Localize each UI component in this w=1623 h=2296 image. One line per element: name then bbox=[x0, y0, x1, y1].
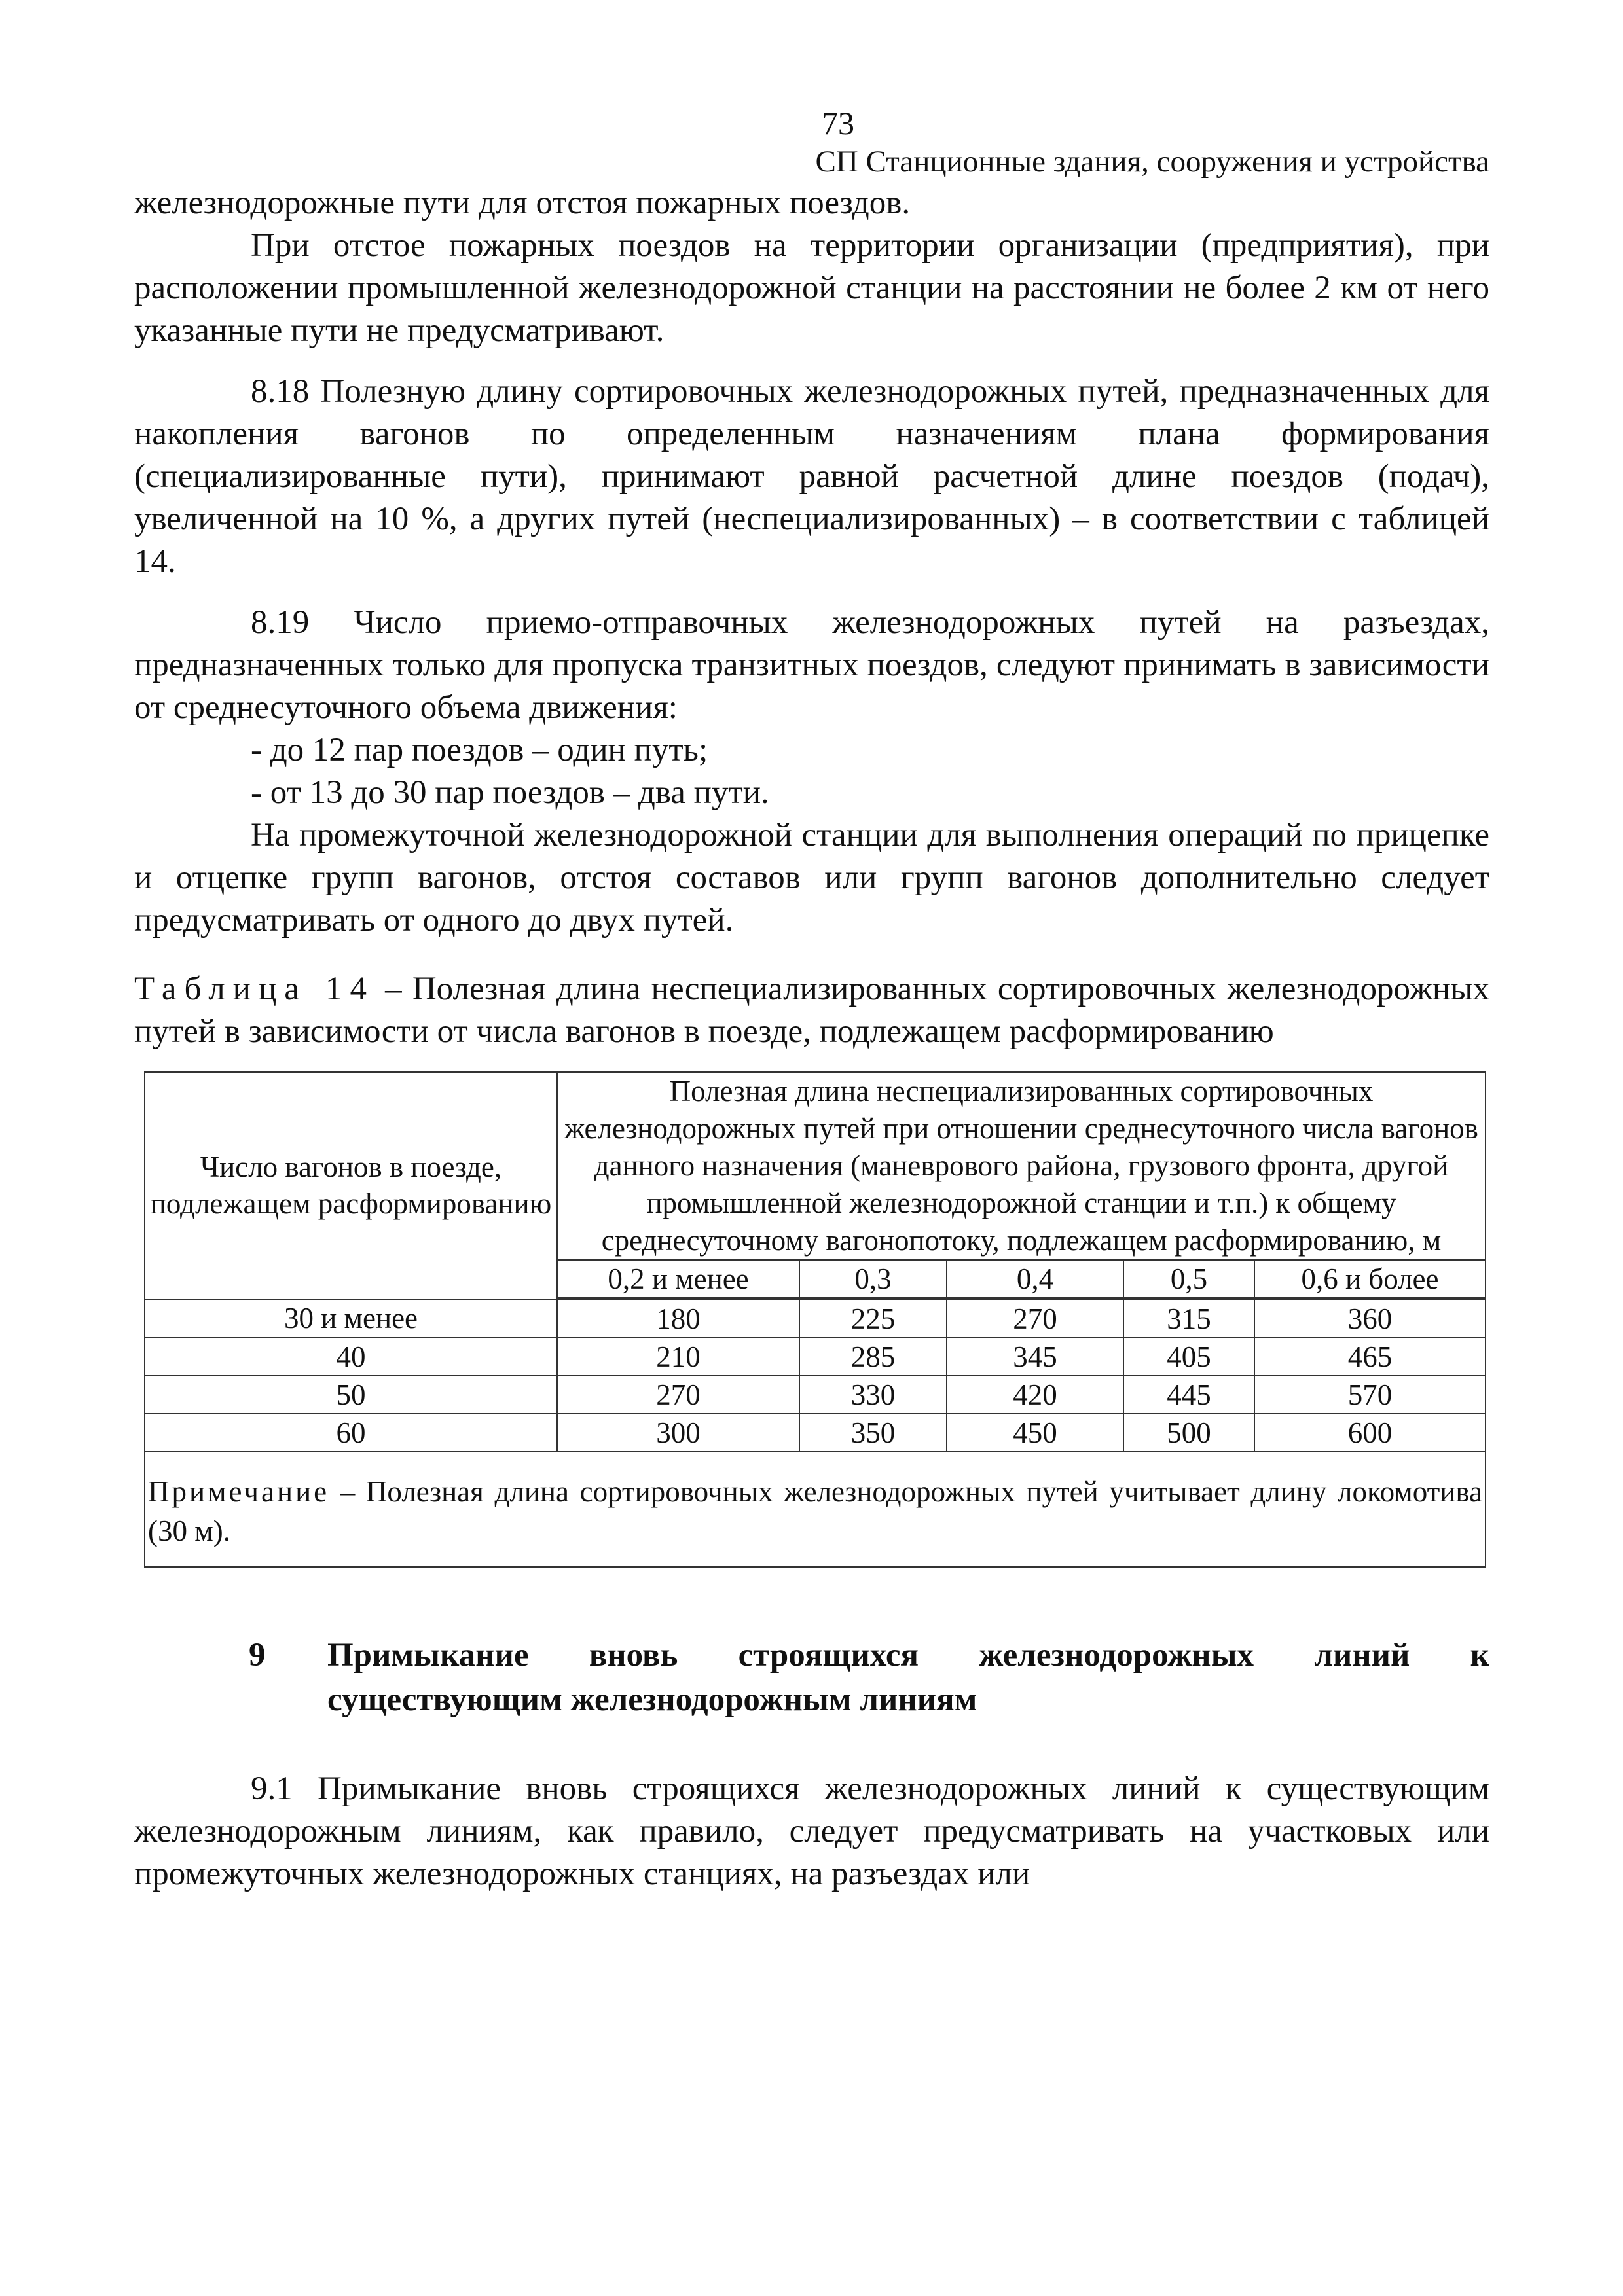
value-cell: 570 bbox=[1254, 1376, 1486, 1414]
note-label: Примечание bbox=[148, 1475, 330, 1508]
running-title: СП Станционные здания, сооружения и устройства bbox=[815, 145, 1489, 179]
paragraph-9-1: 9.1 Примыкание вновь строящихся железнодорожных линий к существующим железнодорожным линиям, как правило, следует предусматривать на участковых или промежуточных железнодорожных станциях, на разъездах или bbox=[134, 1770, 1489, 1892]
sub-header: 0,4 bbox=[947, 1260, 1123, 1299]
table-caption bbox=[134, 968, 1489, 1053]
value-cell: 210 bbox=[557, 1338, 799, 1376]
section-title-line: существующим железнодорожным линиям bbox=[327, 1681, 977, 1718]
table-row bbox=[145, 1338, 1486, 1376]
cars-cell: 40 bbox=[145, 1338, 557, 1376]
value-cell: 600 bbox=[1254, 1414, 1486, 1452]
value-cell: 345 bbox=[947, 1338, 1123, 1376]
paragraph: При отстое пожарных поездов на территории организации (предприятия), при расположении промышленной железнодорожной станции на расстоянии не более 2 км от него указанные пути не предусматривают. bbox=[134, 227, 1489, 349]
paragraph-8-18: 8.18 Полезную длину сортировочных железнодорожных путей, предназначенных для накопления вагонов по определенным назначениям плана формирования (специализированные пути), принимают равной расчетной длине поездов (подач), увеличенной на 10 %, а других путей (неспециализированных) – в соответствии с таблицей 14. bbox=[134, 373, 1489, 580]
value-cell: 445 bbox=[1123, 1376, 1254, 1414]
paragraph: железнодорожные пути для отстоя пожарных поездов. bbox=[134, 185, 911, 221]
paragraph-8-19: 8.19 Число приемо-отправочных железнодорожных путей на разъездах, предназначенных только для пропуска транзитных поездов, следуют принимать в зависимости от среднесуточного объема движения: bbox=[134, 604, 1489, 726]
table-row bbox=[145, 1376, 1486, 1414]
value-cell: 350 bbox=[799, 1414, 947, 1452]
table-caption-label: Таблица 14 bbox=[134, 971, 375, 1007]
value-cell: 285 bbox=[799, 1338, 947, 1376]
column-group-header: Полезная длина неспециализированных сортировочных железнодорожных путей при отношении среднесуточного числа вагонов данного назначения (маневрового района, грузового фронта, другой промышленной железнодорожной станции и т.п.) к общему среднесуточному вагонопотоку, подлежащем расформированию, м bbox=[557, 1072, 1486, 1260]
table-row bbox=[145, 1299, 1486, 1338]
sub-header: 0,2 и менее bbox=[557, 1260, 799, 1299]
table-caption-text: – Полезная длина неспециализированных сортировочных железнодорожных путей в зависимости от числа вагонов в поезде, подлежащем расформированию bbox=[134, 971, 1489, 1050]
section-number: 9 bbox=[249, 1637, 266, 1674]
value-cell: 360 bbox=[1254, 1299, 1486, 1338]
note-text: – Полезная длина сортировочных железнодорожных путей учитывает длину локомотива (30 м). bbox=[148, 1475, 1482, 1547]
value-cell: 315 bbox=[1123, 1299, 1254, 1338]
sub-header: 0,3 bbox=[799, 1260, 947, 1299]
section-title bbox=[327, 1633, 1489, 1722]
section-title-line: Примыкание вновь строящихся железнодорожных линий к bbox=[327, 1637, 1489, 1674]
page-number: 73 bbox=[822, 105, 854, 141]
table-14 bbox=[144, 1071, 1486, 1568]
table-note bbox=[145, 1452, 1486, 1567]
value-cell: 450 bbox=[947, 1414, 1123, 1452]
column-header-cars: Число вагонов в поезде, подлежащем расформированию bbox=[145, 1072, 557, 1299]
value-cell: 465 bbox=[1254, 1338, 1486, 1376]
value-cell: 330 bbox=[799, 1376, 947, 1414]
list-item: - от 13 до 30 пар поездов – два пути. bbox=[251, 774, 769, 811]
value-cell: 420 bbox=[947, 1376, 1123, 1414]
cars-cell: 60 bbox=[145, 1414, 557, 1452]
value-cell: 270 bbox=[947, 1299, 1123, 1338]
value-cell: 270 bbox=[557, 1376, 799, 1414]
section-heading-9 bbox=[134, 1633, 1489, 1722]
value-cell: 300 bbox=[557, 1414, 799, 1452]
sub-header: 0,6 и более bbox=[1254, 1260, 1486, 1299]
table-row bbox=[145, 1414, 1486, 1452]
list-item: - до 12 пар поездов – один путь; bbox=[251, 732, 708, 768]
value-cell: 225 bbox=[799, 1299, 947, 1338]
sub-header: 0,5 bbox=[1123, 1260, 1254, 1299]
cars-cell: 50 bbox=[145, 1376, 557, 1414]
paragraph: На промежуточной железнодорожной станции для выполнения операций по прицепке и отцепке групп вагонов, отстоя составов или групп вагонов дополнительно следует предусматривать от одного до двух путей. bbox=[134, 817, 1489, 939]
document-page bbox=[134, 105, 1489, 1895]
value-cell: 500 bbox=[1123, 1414, 1254, 1452]
cars-cell: 30 и менее bbox=[145, 1299, 557, 1338]
value-cell: 405 bbox=[1123, 1338, 1254, 1376]
value-cell: 180 bbox=[557, 1299, 799, 1338]
